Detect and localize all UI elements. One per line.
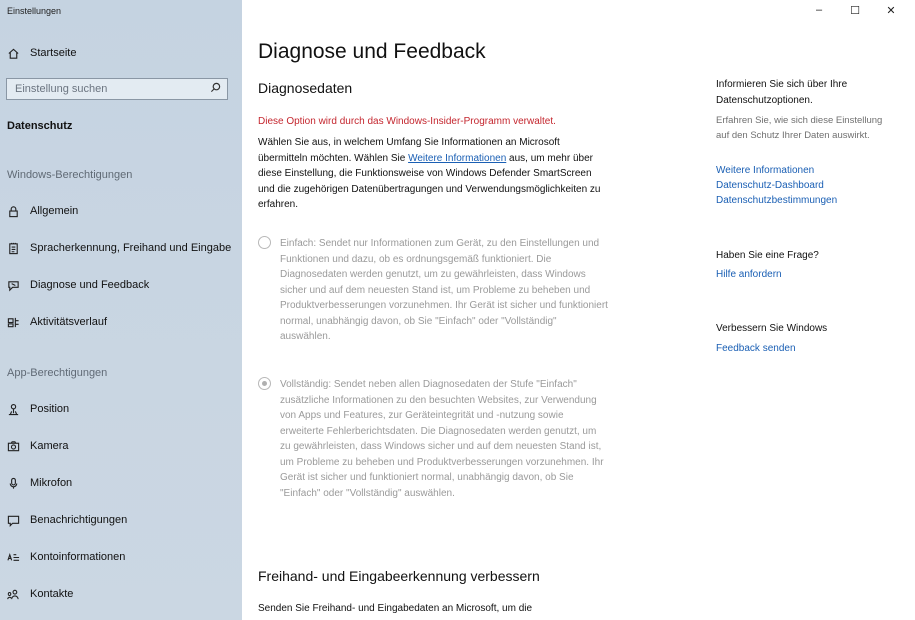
privacy-options-title: Informieren Sie sich über Ihre Datenschutzoptionen. xyxy=(716,79,848,106)
send-feedback-link[interactable]: Feedback senden xyxy=(716,343,796,354)
get-help-link[interactable]: Hilfe anfordern xyxy=(716,269,782,280)
basic-option-text: Einfach: Sendet nur Informationen zum Gerät, zu den Einstellungen und Funktionen und dazu, ob es ordnungsgemäß funktioniert. Die Diagnosedaten werden genutzt, um zu gewährleisten, dass Windows sicher und auf dem neuesten Stand ist, um Probleme zu beheben und Produktverbesserungen vorzunehmen. Ihr Gerät ist sicher und funktioniert normal, unabhängig davon, ob Sie "Einfach" oder "Vollständig" auswählen. xyxy=(280,238,608,342)
section-title: Datenschutz xyxy=(7,120,73,132)
sidebar-item-label: Benachrichtigungen xyxy=(30,514,128,526)
more-info-link[interactable]: Weitere Informationen xyxy=(716,165,815,176)
managed-warning: Diese Option wird durch das Windows-Insider-Programm verwaltet. xyxy=(258,116,556,127)
notepad-icon xyxy=(6,241,20,255)
search-icon[interactable] xyxy=(210,80,221,98)
sidebar xyxy=(0,0,242,620)
maximize-button[interactable]: ☐ xyxy=(850,4,860,17)
learn-more-link[interactable]: Weitere Informationen xyxy=(408,152,507,164)
diagnostics-heading: Diagnosedaten xyxy=(258,80,353,96)
sidebar-item-label: Spracherkennung, Freihand und Eingabe xyxy=(30,242,232,254)
sidebar-item-label: Kontakte xyxy=(30,588,74,600)
privacy-statement-link[interactable]: Datenschutzbestimmungen xyxy=(716,195,838,206)
sidebar-item-account-info[interactable] xyxy=(0,543,242,571)
ink-text: Senden Sie Freihand- und Eingabedaten an Microsoft, um die xyxy=(258,603,533,614)
minimize-button[interactable]: – xyxy=(815,4,823,16)
page-title: Diagnose und Feedback xyxy=(258,40,486,63)
group-label-apps: App-Berechtigungen xyxy=(7,367,108,379)
search-input[interactable] xyxy=(13,82,210,96)
sidebar-item-label: Allgemein xyxy=(30,205,79,217)
ink-heading: Freihand- und Eingabeerkennung verbessern xyxy=(258,568,540,584)
sidebar-item-label: Kamera xyxy=(30,440,69,452)
sidebar-item-speech[interactable] xyxy=(0,234,242,262)
sidebar-item-location[interactable] xyxy=(0,395,242,423)
main-content xyxy=(242,0,915,620)
location-icon xyxy=(6,402,20,416)
notification-icon xyxy=(6,513,20,527)
lock-icon xyxy=(6,204,20,218)
diagnostics-intro xyxy=(258,135,608,213)
microphone-icon xyxy=(6,476,20,490)
radio-selected-dot xyxy=(262,381,267,386)
option-full[interactable] xyxy=(258,377,608,501)
basic-radio[interactable] xyxy=(258,236,271,249)
contacts-icon xyxy=(6,587,20,601)
sidebar-item-label: Aktivitätsverlauf xyxy=(30,316,108,328)
close-button[interactable]: ✕ xyxy=(886,4,896,17)
group-label-windows: Windows-Berechtigungen xyxy=(7,169,133,181)
search-input-container[interactable] xyxy=(6,78,228,100)
feedback-icon xyxy=(6,278,20,292)
privacy-dashboard-link[interactable]: Datenschutz-Dashboard xyxy=(716,180,824,191)
sidebar-item-home[interactable] xyxy=(0,39,242,67)
sidebar-item-activity[interactable] xyxy=(0,308,242,336)
sidebar-item-label: Kontoinformationen xyxy=(30,551,126,563)
sidebar-item-camera[interactable] xyxy=(0,432,242,460)
sidebar-item-label: Position xyxy=(30,403,70,415)
sidebar-item-diagnostics[interactable] xyxy=(0,271,242,299)
improve-title: Verbessern Sie Windows xyxy=(716,323,828,334)
intro-text: Wählen Sie aus, in welchem Umfang Sie Informationen an Microsoft übermitteln möchten. Wählen Sie xyxy=(258,137,560,164)
sidebar-item-label: Startseite xyxy=(30,47,77,59)
window-controls xyxy=(801,2,909,18)
camera-icon xyxy=(6,439,20,453)
account-info-icon xyxy=(6,550,20,564)
sidebar-item-microphone[interactable] xyxy=(0,469,242,497)
sidebar-item-label: Diagnose und Feedback xyxy=(30,279,150,291)
full-radio[interactable] xyxy=(258,377,271,390)
sidebar-item-label: Mikrofon xyxy=(30,477,73,489)
sidebar-item-notifications[interactable] xyxy=(0,506,242,534)
intro-text: aus, um mehr über diese Einstellung, die Funktionsweise von Windows Defender SmartScreen und die zugehörigen Datenübertragungen und Verwendungsmöglichkeiten zu erfahren. xyxy=(258,152,601,210)
privacy-options-desc: Erfahren Sie, wie sich diese Einstellung auf den Schutz Ihrer Daten auswirkt. xyxy=(716,115,883,141)
sidebar-item-general[interactable] xyxy=(0,197,242,225)
full-option-text: Vollständig: Sendet neben allen Diagnosedaten der Stufe "Einfach" zusätzliche Informationen zu den besuchten Websites, zur Verwendung von Apps und Features, zur Geräteintegrität und -nutzung sowie erweiterte Fehlerberichtsdaten. Die Diagnosedaten werden genutzt, um zu gewährleisten, dass Windows sicher und auf dem neuesten Stand ist, um Probleme zu beheben und Produktverbesserungen vorzunehmen. Ihr Gerät ist sicher und funktioniert normal, unabhängig davon, ob Sie "Einfach" oder "Vollständig" auswählen. xyxy=(280,379,604,499)
timeline-icon xyxy=(6,315,20,329)
question-title: Haben Sie eine Frage? xyxy=(716,250,819,261)
home-icon xyxy=(6,46,20,60)
window-title: Einstellungen xyxy=(7,6,62,16)
option-basic[interactable] xyxy=(258,236,608,345)
sidebar-item-contacts[interactable] xyxy=(0,580,242,608)
